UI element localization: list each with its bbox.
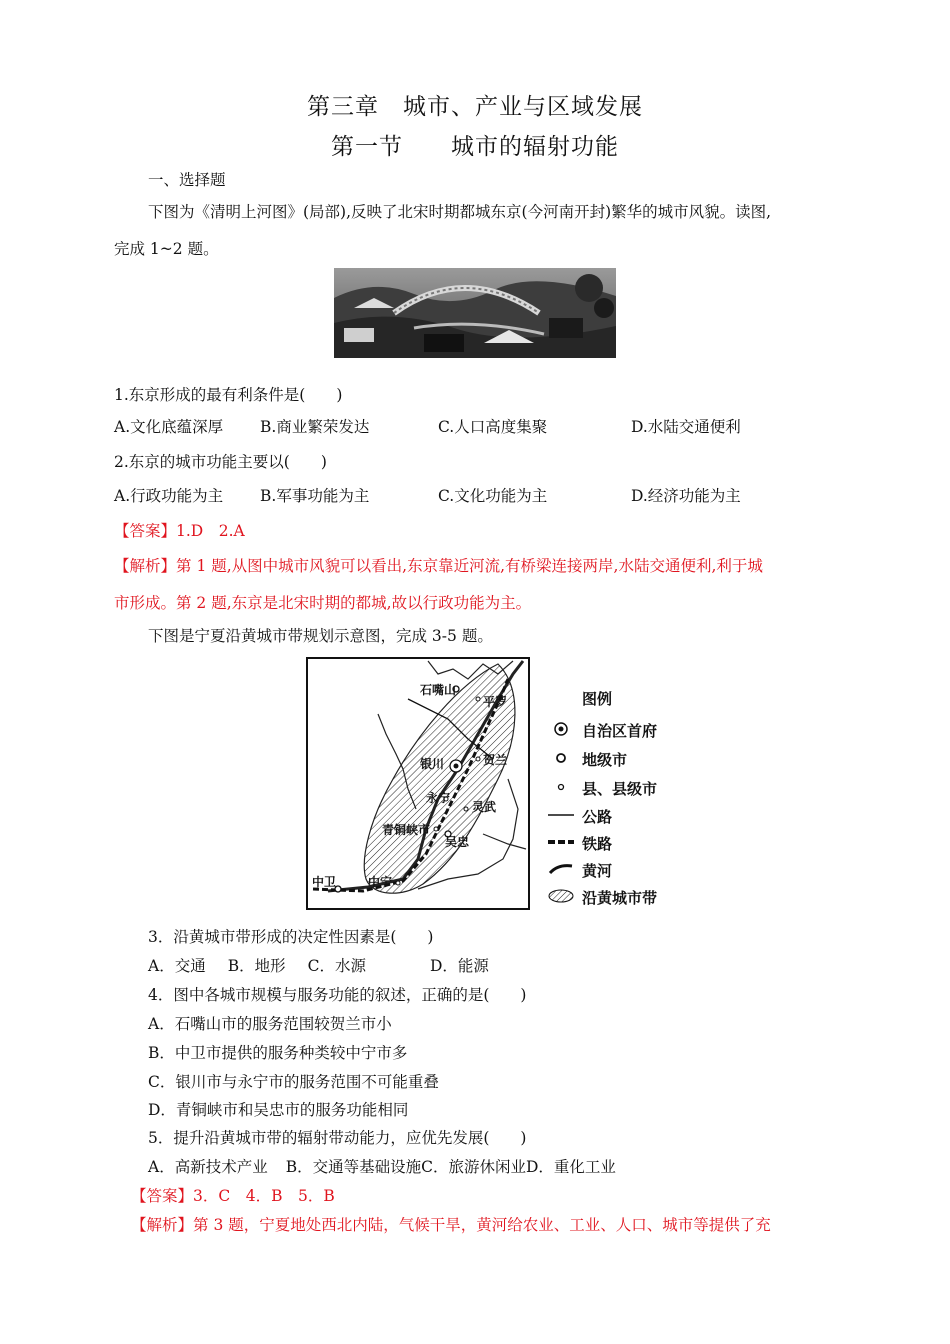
map-label-pingluo: 平罗 — [483, 695, 508, 709]
intro1-line2: 完成 1~2 题。 — [114, 240, 219, 258]
q3-option-a: A．交通 — [148, 957, 206, 975]
analysis1-label: 【解析】 — [114, 557, 177, 575]
answer2-text: 3．C 4．B 5．B — [193, 1187, 335, 1205]
q3-option-c: C．水源 — [307, 957, 366, 975]
legend-label-highway: 公路 — [582, 808, 613, 826]
q4-option-b: B．中卫市提供的服务种类较中宁市多 — [148, 1044, 408, 1062]
hatch-zone-icon — [548, 887, 574, 905]
answer1 — [114, 521, 245, 541]
map-label-shizuishan: 石嘴山 — [420, 683, 457, 697]
q2-option-a: A.行政功能为主 — [114, 487, 224, 505]
q4-option-d: D．青铜峡市和吴忠市的服务功能相同 — [148, 1101, 409, 1119]
legend-label-capital: 自治区首府 — [582, 722, 658, 740]
analysis1-line2: 市形成。第 2 题,东京是北宋时期的都城,故以行政功能为主。 — [114, 594, 532, 612]
analysis1-text1: 第 1 题,从图中城市风貌可以看出,东京靠近河流,有桥梁连接两岸,水陆交通便利,利于城 — [176, 557, 763, 575]
map-label-yinchuan: 银川 — [420, 757, 445, 771]
answer2-label: 【答案】 — [131, 1187, 194, 1205]
ningxia-map — [306, 657, 530, 910]
q2-stem: 2.东京的城市功能主要以( ) — [114, 453, 327, 471]
q1-option-c: C.人口高度集聚 — [438, 418, 548, 436]
answer2 — [131, 1186, 335, 1206]
legend-title: 图例 — [582, 690, 613, 708]
map-label-wuzhong: 吴忠 — [445, 835, 470, 849]
legend-label-zone: 沿黄城市带 — [582, 889, 658, 907]
intro1-line1: 下图为《清明上河图》(局部),反映了北宋时期都城东京(今河南开封)繁华的城市风貌。读图, — [148, 203, 772, 221]
analysis2-label: 【解析】 — [131, 1216, 194, 1234]
q5-stem: 5．提升沿黄城市带的辐射带动能力，应优先发展( ) — [148, 1129, 527, 1147]
q3-option-b: B．地形 — [227, 957, 286, 975]
q1-option-d: D.水陆交通便利 — [631, 418, 741, 436]
answer1-text: 1.D 2.A — [176, 522, 245, 540]
q3-option-d: D．能源 — [429, 957, 489, 975]
q4-option-a: A．石嘴山市的服务范围较贺兰市小 — [148, 1015, 392, 1033]
map-label-zhongning: 中宁 — [368, 875, 393, 889]
section-title: 第一节 城市的辐射功能 — [331, 134, 619, 160]
county-icon — [548, 778, 574, 796]
q5-options — [148, 1157, 616, 1177]
q4-stem: 4．图中各城市规模与服务功能的叙述，正确的是( ) — [148, 986, 527, 1004]
railway-icon — [548, 833, 574, 851]
q4-option-c: C．银川市与永宁市的服务范围不可能重叠 — [148, 1073, 439, 1091]
legend-label-railway: 铁路 — [582, 835, 613, 853]
q2-option-d: D.经济功能为主 — [631, 487, 741, 505]
map-label-qingtongxia: 青铜峡市 — [382, 823, 431, 837]
legend-label-prefecture: 地级市 — [582, 751, 628, 769]
intro2: 下图是宁夏沿黄城市带规划示意图，完成 3-5 题。 — [148, 627, 493, 645]
map-label-lingwu: 灵武 — [472, 800, 497, 814]
map-label-zhongwei: 中卫 — [312, 875, 337, 889]
analysis2-line1 — [131, 1215, 771, 1235]
river-icon — [548, 860, 574, 878]
q3-stem: 3．沿黄城市带形成的决定性因素是( ) — [148, 928, 434, 946]
prefecture-city-icon — [548, 749, 574, 767]
capital-icon — [548, 720, 574, 738]
q5-option-a: A．高新技术产业 — [148, 1158, 268, 1176]
q2-option-b: B.军事功能为主 — [260, 487, 370, 505]
analysis2-text1: 第 3 题，宁夏地处西北内陆，气候干旱，黄河给农业、工业、人口、城市等提供了充 — [193, 1216, 771, 1234]
section-label: 一、选择题 — [148, 171, 226, 189]
q2-option-c: C.文化功能为主 — [438, 487, 548, 505]
highway-icon — [548, 806, 574, 824]
qingming-painting-image — [334, 268, 616, 358]
map-label-yongning: 永宁 — [426, 791, 451, 805]
legend-label-river: 黄河 — [582, 862, 613, 880]
q5-option-b: B．交通等基础设施 — [285, 1158, 422, 1176]
legend-label-county: 县、县级市 — [582, 780, 658, 798]
map-label-helan: 贺兰 — [483, 753, 508, 767]
q5-option-c: C．旅游休闲业 — [421, 1158, 526, 1176]
q1-option-a: A.文化底蕴深厚 — [114, 418, 224, 436]
analysis1-line1 — [114, 556, 763, 576]
q5-option-d: D．重化工业 — [525, 1158, 616, 1176]
q3-options — [148, 956, 489, 976]
q1-option-b: B.商业繁荣发达 — [260, 418, 370, 436]
chapter-title: 第三章 城市、产业与区域发展 — [307, 94, 643, 120]
answer1-label: 【答案】 — [114, 522, 177, 540]
q1-stem: 1.东京形成的最有利条件是( ) — [114, 386, 343, 404]
